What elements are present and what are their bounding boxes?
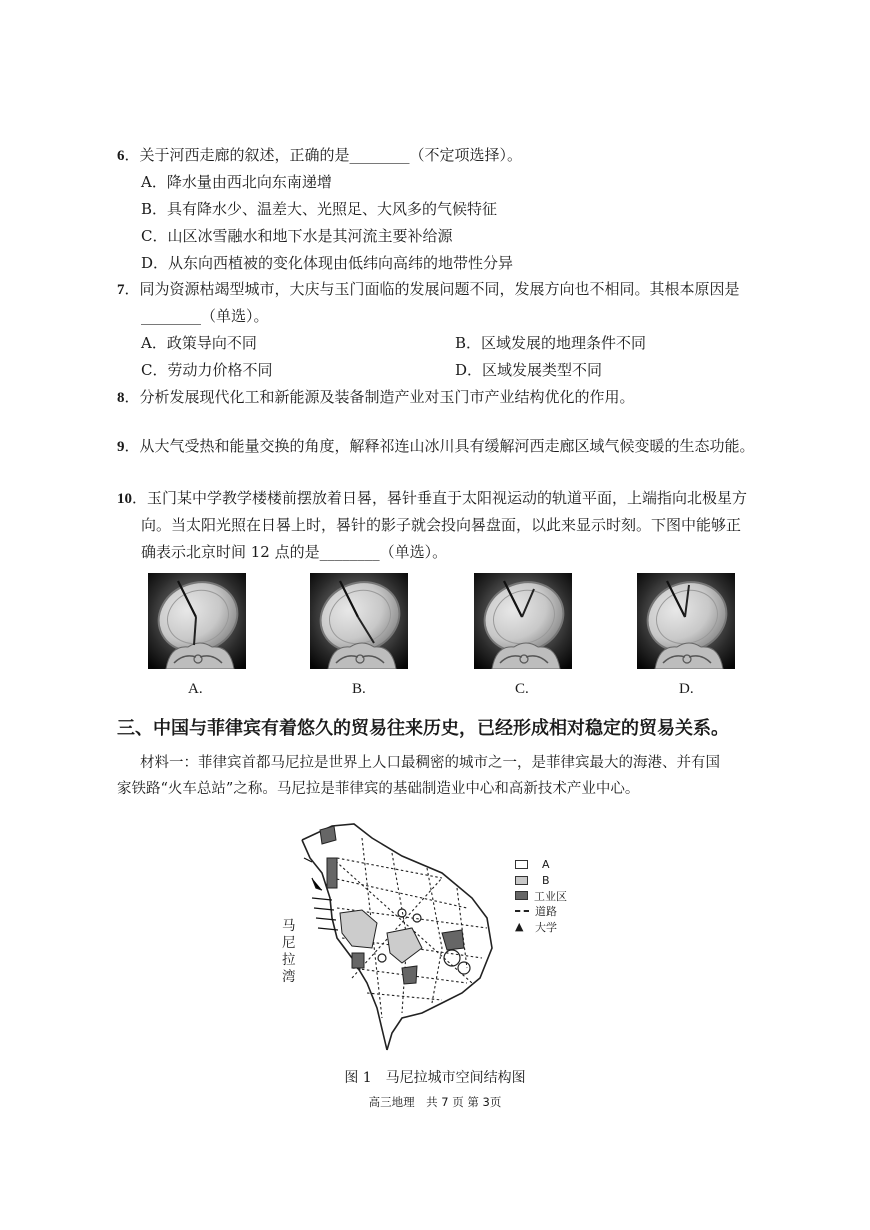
- q7-option-a: A．政策导向不同: [141, 334, 257, 352]
- sundial-photo-c: [474, 573, 572, 669]
- material-1-line1: 材料一：菲律宾首都马尼拉是世界上人口最稠密的城市之一，是菲律宾最大的海港、并有国: [140, 755, 720, 771]
- sundial-label-d: D.: [679, 681, 694, 697]
- q7-option-c: C．劳动力价格不同: [141, 361, 273, 379]
- q10-stem-line3: 确表示北京时间 12 点的是________（单选）。: [141, 543, 448, 561]
- figure-caption: 图 1 马尼拉城市空间结构图: [344, 1070, 526, 1086]
- q6-option-c: C．山区冰雪融水和地下水是其河流主要补给源: [141, 227, 453, 245]
- q7-option-d: D．区域发展类型不同: [455, 361, 603, 379]
- section-3-title: 三、中国与菲律宾有着悠久的贸易往来历史，已经形成相对稳定的贸易关系。: [117, 718, 729, 739]
- sundial-photo-b: [310, 573, 408, 669]
- q6-option-b: B．具有降水少、温差大、光照足、大风多的气候特征: [141, 200, 498, 218]
- q6-option-a: A．降水量由西北向东南递增: [141, 173, 332, 191]
- legend-item-road: 道路: [515, 904, 567, 920]
- legend-item-a: A: [515, 857, 567, 873]
- sundial-photo-a: [148, 573, 246, 669]
- q10-stem-line2: 向。当太阳光照在日晷上时，晷针的影子就会投向晷盘面，以此来显示时刻。下图中能够正: [141, 516, 742, 534]
- university-icon: ▲: [515, 920, 524, 934]
- sundial-label-c: C.: [515, 681, 529, 697]
- sundial-label-b: B.: [352, 681, 366, 697]
- q10-stem: 10．玉门某中学教学楼楼前摆放着日晷，晷针垂直于太阳视运动的轨道平面，上端指向北极星方: [117, 489, 748, 507]
- manila-map: [292, 818, 507, 1053]
- sundial-label-a: A.: [188, 681, 203, 697]
- manila-bay-label: 马尼拉湾: [282, 918, 296, 985]
- q9-stem: 9．从大气受热和能量交换的角度，解释祁连山冰川具有缓解河西走廊区域气候变暖的生态功能。: [117, 437, 755, 455]
- sundial-photo-d: [637, 573, 735, 669]
- q7-stem: 7．同为资源枯竭型城市，大庆与玉门面临的发展问题不同，发展方向也不相同。其根本原因是: [117, 280, 740, 298]
- q8-stem: 8．分析发展现代化工和新能源及装备制造产业对玉门市产业结构优化的作用。: [117, 388, 635, 406]
- legend-item-b: B: [515, 873, 567, 889]
- q6-stem: 6．关于河西走廊的叙述，正确的是________（不定项选择）。: [117, 146, 523, 164]
- page-footer: 高三地理 共 7 页 第 3页: [368, 1095, 502, 1109]
- q7-option-b: B．区域发展的地理条件不同: [455, 334, 647, 352]
- legend-item-industrial: 工业区: [515, 888, 567, 904]
- map-legend: [515, 857, 567, 935]
- legend-item-university: ▲ 大学: [515, 920, 557, 934]
- q6-option-d: D．从东向西植被的变化体现由低纬向高纬的地带性分异: [141, 254, 514, 272]
- material-1-line2: 家铁路“火车总站”之称。马尼拉是菲律宾的基础制造业中心和高新技术产业中心。: [117, 781, 640, 797]
- q7-stem-cont: ________（单选）。: [141, 307, 269, 325]
